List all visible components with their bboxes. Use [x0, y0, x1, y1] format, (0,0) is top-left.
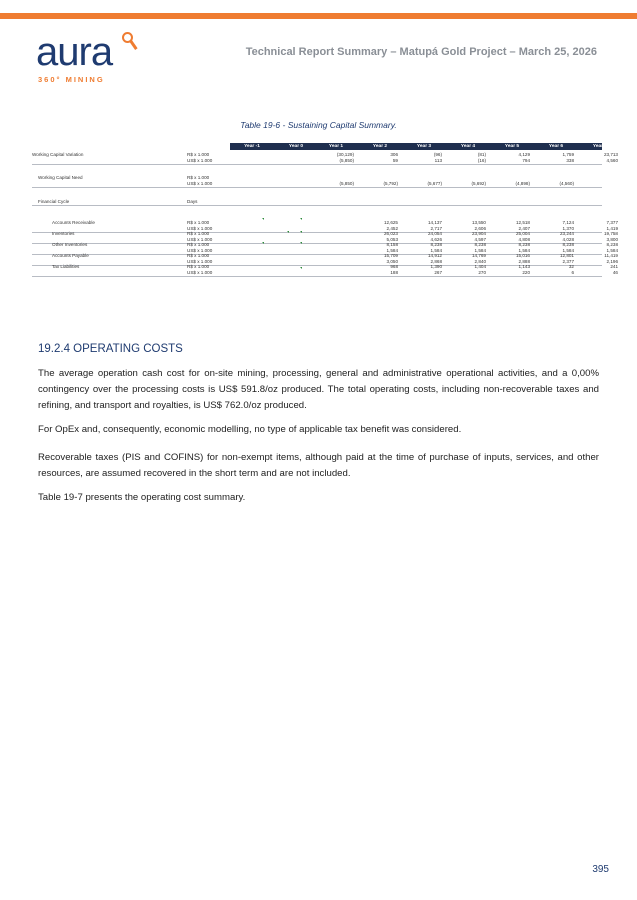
- table-cell: 2,888: [518, 259, 530, 264]
- table-cell: 12,518: [515, 220, 530, 225]
- table-cell: 7,124: [562, 220, 574, 225]
- table-cell: 220: [522, 270, 530, 275]
- table-cell: 32: [568, 264, 574, 269]
- table-cell: 1,584: [474, 248, 486, 253]
- row-unit: Days: [187, 199, 198, 204]
- table-cell: 8,158: [386, 242, 398, 247]
- table-cell: 46: [612, 270, 618, 275]
- table-cell: (96): [433, 152, 442, 157]
- row-unit: R$ x 1.000: [187, 264, 210, 269]
- table-cell: 8,238: [606, 242, 618, 247]
- row-label: Working Capital Variation: [32, 152, 84, 157]
- row-separator: [32, 205, 602, 206]
- table-cell: (5,850): [339, 181, 354, 186]
- row-unit: R$ x 1.000: [187, 175, 210, 180]
- row-unit: US$ x 1.000: [187, 237, 213, 242]
- table-cell: 15,709: [383, 253, 398, 258]
- table-cell: 188: [390, 270, 398, 275]
- table-cell: 794: [522, 158, 530, 163]
- table-cell: (4,898): [515, 181, 530, 186]
- row-unit: R$ x 1.000: [187, 253, 210, 258]
- table-cell: 12,801: [559, 253, 574, 258]
- table-cell: (5,792): [383, 181, 398, 186]
- table-cell: 2,840: [474, 259, 486, 264]
- table-cell: 968: [390, 264, 398, 269]
- table-cell: 13,550: [471, 220, 486, 225]
- row-unit: US$ x 1.000: [187, 259, 213, 264]
- table-cell: 8,238: [430, 242, 442, 247]
- table-cell: 4,597: [474, 237, 486, 242]
- column-header: Year -1: [244, 144, 260, 149]
- table-cell: 23,244: [559, 231, 574, 236]
- table-cell: 1,370: [562, 226, 574, 231]
- row-label: Other Inventories: [52, 242, 88, 247]
- table-cell: 14,137: [427, 220, 442, 225]
- paragraph-recoverable-taxes: Recoverable taxes (PIS and COFINS) for non-exempt items, although paid at the time of purchase of inputs, services, and other resources, are assumed recovered in the short term and are not included.: [38, 452, 599, 479]
- aura-logo: [36, 30, 156, 90]
- table-cell: 8,238: [562, 242, 574, 247]
- table-cell: 4,626: [430, 237, 442, 242]
- column-header: Year 5: [504, 144, 520, 149]
- table-cell: 5,053: [386, 237, 398, 242]
- table-cell: 267: [434, 270, 442, 275]
- row-unit: R$ x 1.000: [187, 220, 210, 225]
- logo-tagline: 360° MINING: [38, 75, 105, 84]
- table-cell: 241: [610, 264, 618, 269]
- table-cell: 4,808: [518, 237, 530, 242]
- cell-comment-flag-icon: [300, 231, 302, 233]
- table-cell: 338: [566, 158, 574, 163]
- column-header: Year 3: [416, 144, 432, 149]
- table-cell: 1,419: [606, 226, 618, 231]
- table-cell: 2,717: [430, 226, 442, 231]
- table-cell: (16): [477, 158, 486, 163]
- table-cell: (81): [477, 152, 486, 157]
- row-label: Financial Cycle: [38, 199, 70, 204]
- table-cell: 15,016: [515, 253, 530, 258]
- table-header-row: [230, 143, 608, 150]
- column-header: Year 1: [328, 144, 344, 149]
- row-unit: R$ x 1.000: [187, 242, 210, 247]
- table-cell: (5,850): [339, 158, 354, 163]
- row-label: Tax Liabilities: [52, 264, 80, 269]
- table-cell: 1,759: [562, 152, 574, 157]
- table-cell: 14,912: [427, 253, 442, 258]
- cell-comment-flag-icon: [262, 218, 264, 220]
- table-cell: 59: [392, 158, 398, 163]
- table-cell: 4,129: [518, 152, 530, 157]
- section-heading: 19.2.4 OPERATING COSTS: [38, 343, 183, 355]
- table-cell: 2,868: [430, 259, 442, 264]
- table-caption: Table 19-6 - Sustaining Capital Summary.: [240, 120, 397, 130]
- table-cell: (5,677): [427, 181, 442, 186]
- table-cell: 306: [390, 152, 398, 157]
- table-cell: 2,606: [474, 226, 486, 231]
- table-cell: 11,419: [604, 253, 618, 258]
- row-label: Inventories: [52, 231, 75, 236]
- row-unit: US$ x 1.000: [187, 248, 213, 253]
- table-cell: 1,584: [562, 248, 574, 253]
- logo-accent-icon: [129, 40, 137, 50]
- table-cell: 1,584: [430, 248, 442, 253]
- table-cell: 1,390: [430, 264, 442, 269]
- table-cell: 2,452: [386, 226, 398, 231]
- cell-comment-flag-icon: [300, 218, 302, 220]
- row-separator: [32, 276, 602, 277]
- row-unit: US$ x 1.000: [187, 181, 213, 186]
- table-cell: 1,584: [386, 248, 398, 253]
- sustaining-capital-table: [32, 143, 618, 275]
- table-cell: 4,028: [562, 237, 574, 242]
- cell-comment-flag-icon: [300, 242, 302, 244]
- table-cell: 23,904: [471, 231, 486, 236]
- table-cell: 1,584: [606, 248, 618, 253]
- table-cell: 2,377: [562, 259, 574, 264]
- table-cell: 270: [478, 270, 486, 275]
- row-label: Accounts Receivable: [52, 220, 95, 225]
- column-header: Year 2: [372, 144, 388, 149]
- column-header: Year 4: [460, 144, 476, 149]
- paragraph-tax-benefit: For OpEx and, consequently, economic modelling, no type of applicable tax benefit was considered.: [38, 424, 462, 435]
- logo-wordmark: aura: [36, 30, 113, 74]
- row-label: Accounts Payable: [52, 253, 89, 258]
- table-cell: 6: [571, 270, 574, 275]
- table-cell: 26,023: [383, 231, 398, 236]
- column-header: Year 7: [592, 144, 608, 149]
- table-cell: 4,560: [606, 158, 618, 163]
- cell-comment-flag-icon: [262, 242, 264, 244]
- row-unit: US$ x 1.000: [187, 226, 213, 231]
- cell-comment-flag-icon: [300, 267, 302, 269]
- header-accent-bar: [0, 13, 637, 19]
- row-separator: [32, 187, 602, 188]
- table-cell: 8,238: [518, 242, 530, 247]
- column-header: Year 6: [548, 144, 564, 149]
- row-unit: R$ x 1.000: [187, 152, 210, 157]
- table-cell: 3,800: [606, 237, 618, 242]
- table-cell: 113: [434, 158, 442, 163]
- table-cell: 23,713: [603, 152, 618, 157]
- page-number: 395: [592, 864, 609, 875]
- table-cell: 12,625: [383, 220, 398, 225]
- row-label: Working Capital Need: [38, 175, 83, 180]
- table-cell: (30,129): [336, 152, 354, 157]
- table-cell: 24,054: [427, 231, 442, 236]
- row-separator: [32, 164, 602, 165]
- row-unit: US$ x 1.000: [187, 270, 213, 275]
- table-cell: 7,377: [606, 220, 618, 225]
- table-cell: 1,404: [474, 264, 486, 269]
- paragraph-cash-cost: The average operation cash cost for on-site mining, processing, general and administrative operational activities, and a 0,00% contingency over the processing costs is US$ 591.8/oz produced. The total operating costs, including non-recoverable taxes and refining, and transport and royalties, is US$ 762.0/oz produced.: [38, 368, 599, 411]
- table-cell: (4,560): [559, 181, 574, 186]
- cell-comment-flag-icon: [287, 231, 289, 233]
- table-cell: 2,196: [606, 259, 618, 264]
- table-cell: (5,692): [471, 181, 486, 186]
- column-header: Year 0: [288, 144, 304, 149]
- table-cell: 3,050: [386, 259, 398, 264]
- paragraph-table-reference: Table 19-7 presents the operating cost summary.: [38, 492, 246, 503]
- table-cell: 8,238: [474, 242, 486, 247]
- table-cell: 1,584: [518, 248, 530, 253]
- row-unit: R$ x 1.000: [187, 231, 210, 236]
- table-cell: 1,143: [518, 264, 530, 269]
- table-cell: 14,769: [471, 253, 486, 258]
- report-header-title: Technical Report Summary – Matupá Gold Project – March 25, 2026: [245, 46, 597, 58]
- table-cell: 2,407: [518, 226, 530, 231]
- row-unit: US$ x 1.000: [187, 158, 213, 163]
- table-cell: 25,004: [515, 231, 530, 236]
- table-cell: 19,758: [603, 231, 618, 236]
